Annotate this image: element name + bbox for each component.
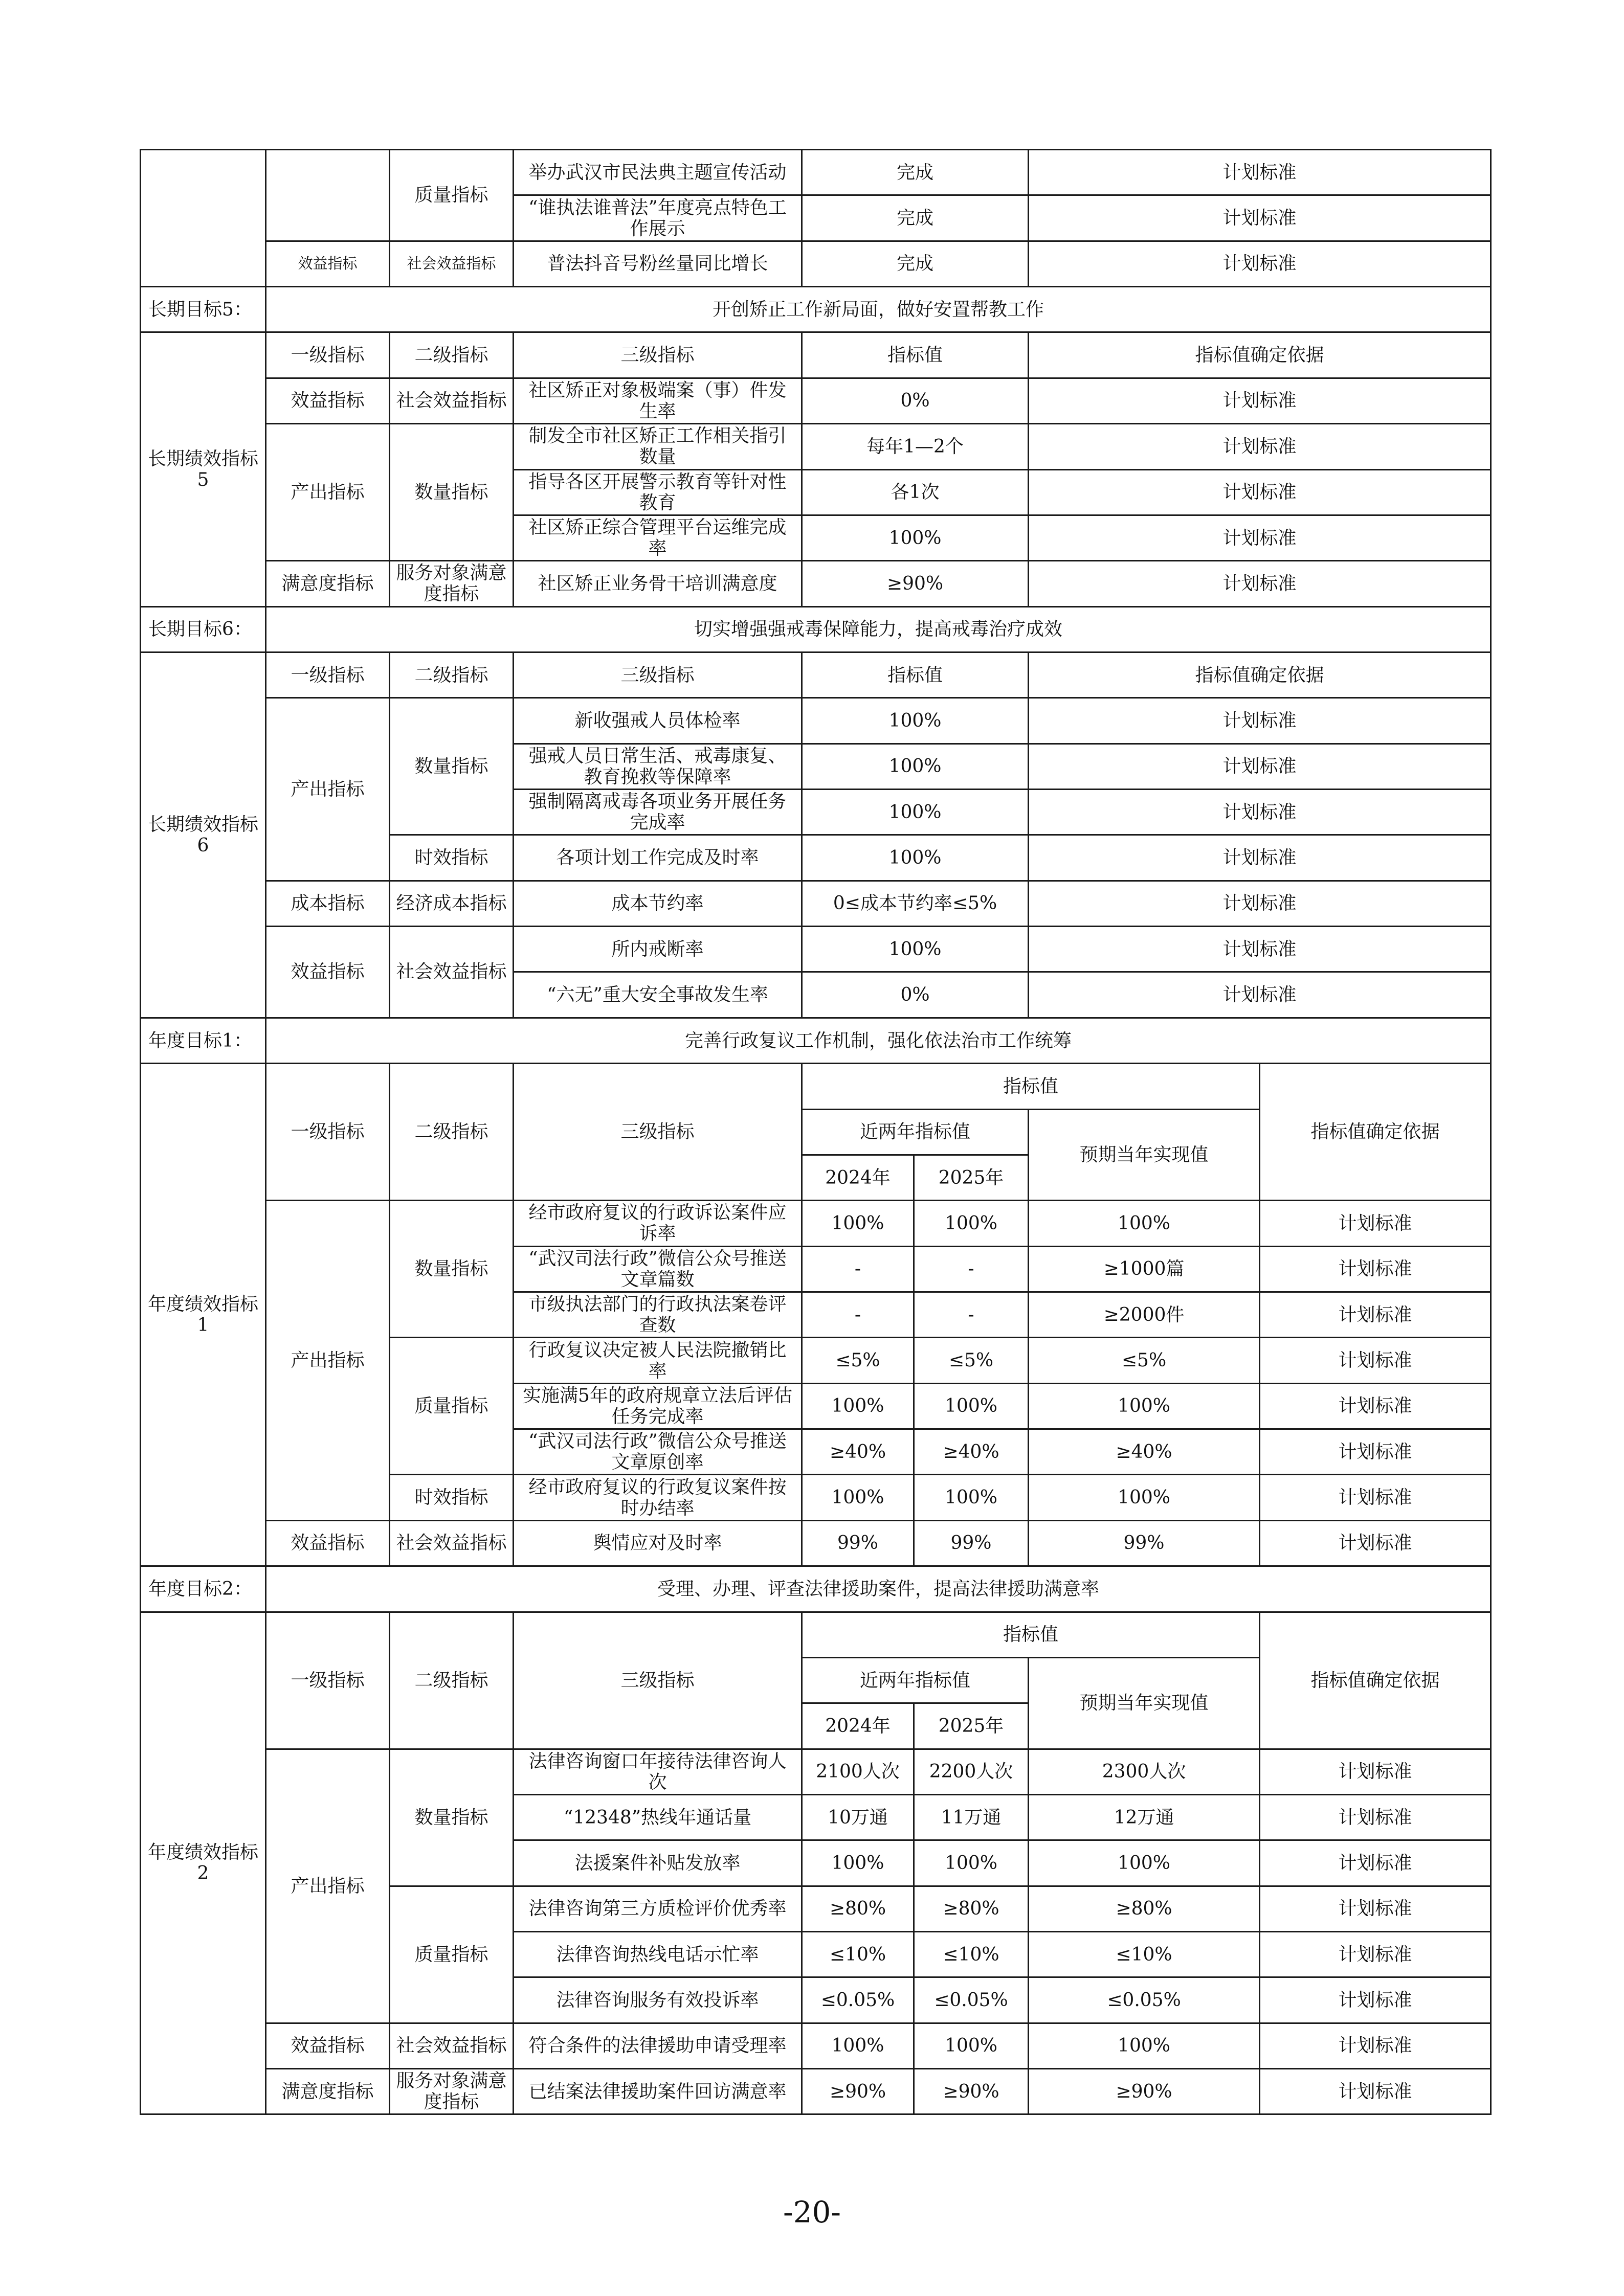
value-2024-cell: ≤5% [802,1338,914,1383]
value-2025-cell: 100% [914,1475,1029,1520]
level1-cell: 产出指标 [266,1749,390,2023]
basis-cell: 计划标准 [1260,1520,1491,1566]
level3-cell: 社区矫正综合管理平台运维完成率 [514,515,802,560]
value-2024-cell: 99% [802,1520,914,1566]
value-cell: 每年1—2个 [802,424,1029,469]
level3-cell: 行政复议决定被人民法院撤销比率 [514,1338,802,1383]
level3-cell: 法援案件补贴发放率 [514,1840,802,1886]
header-row [141,1064,1491,1109]
indicator-group-label: 年度绩效指标2 [141,1612,266,2114]
page-number: -20- [783,2195,841,2230]
basis-cell: 计划标准 [1029,469,1491,515]
value-cell: 100% [802,515,1029,560]
header-cell: 三级指标 [514,652,802,697]
value-2025-cell: 99% [914,1520,1029,1566]
level3-cell: 法律咨询服务有效投诉率 [514,1977,802,2023]
table-row [141,2069,1491,2114]
level2-cell: 质量指标 [390,1886,514,2023]
expected-value-cell: 2300人次 [1029,1749,1260,1794]
expected-value-cell: 100% [1029,1383,1260,1429]
header-cell: 一级指标 [266,1612,390,1749]
basis-cell: 计划标准 [1029,424,1491,469]
basis-cell: 计划标准 [1029,927,1491,972]
expected-value-cell: 12万通 [1029,1794,1260,1840]
performance-indicator-table [140,149,1492,2115]
goal-row [141,1018,1491,1063]
value-2025-cell: 100% [914,1840,1029,1886]
expected-value-cell: ≤5% [1029,1338,1260,1383]
header-cell: 二级指标 [390,1064,514,1201]
level2-cell: 时效指标 [390,835,514,881]
table-row [141,2023,1491,2068]
level3-cell: 法律咨询第三方质检评价优秀率 [514,1886,802,1931]
value-2025-cell: ≥80% [914,1886,1029,1931]
value-2024-cell: ≥80% [802,1886,914,1931]
basis-cell: 计划标准 [1029,835,1491,881]
header-cell: 2025年 [914,1155,1029,1200]
basis-cell: 计划标准 [1029,698,1491,744]
level3-cell: 符合条件的法律援助申请受理率 [514,2023,802,2068]
level3-cell: “武汉司法行政”微信公众号推送文章原创率 [514,1429,802,1475]
basis-cell: 计划标准 [1260,1383,1491,1429]
goal-text-cell: 受理、办理、评查法律援助案件，提高法律援助满意率 [266,1566,1491,1612]
goal-text-cell: 切实增强强戒毒保障能力，提高戒毒治疗成效 [266,606,1491,652]
value-cell: 完成 [802,150,1029,195]
level2-cell: 服务对象满意度指标 [390,561,514,606]
value-2024-cell: 100% [802,1201,914,1246]
value-cell: 完成 [802,241,1029,286]
value-2024-cell: 100% [802,1475,914,1520]
value-2024-cell: - [802,1246,914,1292]
value-2025-cell: 100% [914,1201,1029,1246]
header-cell: 指标值确定依据 [1029,332,1491,378]
header-cell: 近两年指标值 [802,1109,1029,1155]
table-row [141,150,1491,195]
expected-value-cell: ≥90% [1029,2069,1260,2114]
basis-cell: 计划标准 [1260,1840,1491,1886]
level2-cell: 质量指标 [390,1338,514,1475]
basis-cell: 计划标准 [1260,1977,1491,2023]
header-cell: 一级指标 [266,1064,390,1201]
header-cell: 指标值确定依据 [1029,652,1491,697]
value-cell: 0% [802,378,1029,423]
empty-cell [141,150,266,287]
basis-cell: 计划标准 [1260,1429,1491,1475]
value-cell: 100% [802,835,1029,881]
value-2025-cell: 2200人次 [914,1749,1029,1794]
level3-cell: 经市政府复议的行政复议案件按时办结率 [514,1475,802,1520]
level3-cell: 普法抖音号粉丝量同比增长 [514,241,802,286]
level2-cell: 时效指标 [390,1475,514,1520]
table-row [141,561,1491,606]
level1-cell: 效益指标 [266,241,390,286]
empty-cell [266,150,390,241]
table-row [141,1749,1491,1794]
level3-cell: 强戒人员日常生活、戒毒康复、教育挽救等保障率 [514,744,802,789]
goal-row [141,287,1491,332]
level3-cell: “武汉司法行政”微信公众号推送文章篇数 [514,1246,802,1292]
basis-cell: 计划标准 [1029,790,1491,835]
table-row [141,1520,1491,1566]
level3-cell: 法律咨询热线电话示忙率 [514,1932,802,1977]
header-cell: 二级指标 [390,1612,514,1749]
basis-cell: 计划标准 [1260,1886,1491,1931]
level2-cell: 社会效益指标 [390,927,514,1018]
value-cell: 0% [802,972,1029,1018]
level2-cell: 数量指标 [390,424,514,561]
expected-value-cell: 99% [1029,1520,1260,1566]
header-cell: 三级指标 [514,1064,802,1201]
value-2024-cell: 2100人次 [802,1749,914,1794]
level3-cell: 社区矫正对象极端案（事）件发生率 [514,378,802,423]
level2-cell: 社会效益指标 [390,378,514,423]
header-cell: 一级指标 [266,332,390,378]
header-cell: 二级指标 [390,332,514,378]
expected-value-cell: 100% [1029,1475,1260,1520]
level1-cell: 效益指标 [266,2023,390,2068]
level3-cell: 经市政府复议的行政诉讼案件应诉率 [514,1201,802,1246]
level1-cell: 满意度指标 [266,561,390,606]
header-row [141,1612,1491,1657]
indicator-group-label: 长期绩效指标5 [141,332,266,606]
level3-cell: 已结案法律援助案件回访满意率 [514,2069,802,2114]
value-cell: 100% [802,698,1029,744]
level2-cell: 服务对象满意度指标 [390,2069,514,2114]
basis-cell: 计划标准 [1260,1932,1491,1977]
header-cell: 预期当年实现值 [1029,1657,1260,1749]
header-cell: 一级指标 [266,652,390,697]
header-cell: 指标值 [802,652,1029,697]
expected-value-cell: ≤10% [1029,1932,1260,1977]
expected-value-cell: ≥2000件 [1029,1292,1260,1337]
header-cell: 预期当年实现值 [1029,1109,1260,1201]
level3-cell: 市级执法部门的行政执法案卷评查数 [514,1292,802,1337]
level1-cell: 效益指标 [266,1520,390,1566]
level3-cell: 所内戒断率 [514,927,802,972]
basis-cell: 计划标准 [1260,1338,1491,1383]
goal-label-cell: 年度目标2： [141,1566,266,1612]
value-2024-cell: 100% [802,1840,914,1886]
level2-cell: 数量指标 [390,1749,514,1886]
goal-row [141,1566,1491,1612]
table-row [141,1201,1491,1246]
goal-label-cell: 长期目标6： [141,606,266,652]
header-cell: 指标值 [802,332,1029,378]
level3-cell: 各项计划工作完成及时率 [514,835,802,881]
value-2024-cell: ≤10% [802,1932,914,1977]
value-2024-cell: 100% [802,1383,914,1429]
level1-cell: 满意度指标 [266,2069,390,2114]
basis-cell: 计划标准 [1029,378,1491,423]
level1-cell: 产出指标 [266,424,390,561]
value-2024-cell: 100% [802,2023,914,2068]
value-cell: 0≤成本节约率≤5% [802,881,1029,926]
basis-cell: 计划标准 [1260,1201,1491,1246]
value-2025-cell: ≤5% [914,1338,1029,1383]
level2-cell: 经济成本指标 [390,881,514,926]
indicator-group-label: 长期绩效指标6 [141,652,266,1018]
level1-cell: 产出指标 [266,1201,390,1521]
basis-cell: 计划标准 [1029,744,1491,789]
level3-cell: 制发全市社区矫正工作相关指引数量 [514,424,802,469]
header-cell: 2024年 [802,1155,914,1200]
level2-cell: 质量指标 [390,150,514,241]
value-cell: 完成 [802,195,1029,241]
expected-value-cell: ≤0.05% [1029,1977,1260,2023]
expected-value-cell: 100% [1029,1201,1260,1246]
level3-cell: 新收强戒人员体检率 [514,698,802,744]
goal-text-cell: 完善行政复议工作机制，强化依法治市工作统筹 [266,1018,1491,1063]
level1-cell: 效益指标 [266,927,390,1018]
value-cell: 100% [802,790,1029,835]
header-cell: 三级指标 [514,1612,802,1749]
basis-cell: 计划标准 [1260,1475,1491,1520]
level2-cell: 数量指标 [390,1201,514,1338]
level3-cell: 法律咨询窗口年接待法律咨询人次 [514,1749,802,1794]
header-row [141,332,1491,378]
basis-cell: 计划标准 [1029,150,1491,195]
expected-value-cell: 100% [1029,2023,1260,2068]
level1-cell: 产出指标 [266,698,390,881]
value-cell: ≥90% [802,561,1029,606]
table-row [141,241,1491,286]
goal-label-cell: 长期目标5： [141,287,266,332]
basis-cell: 计划标准 [1029,972,1491,1018]
basis-cell: 计划标准 [1260,1246,1491,1292]
table-row [141,698,1491,744]
basis-cell: 计划标准 [1029,195,1491,241]
basis-cell: 计划标准 [1260,2069,1491,2114]
value-2025-cell: - [914,1292,1029,1337]
value-2025-cell: ≤0.05% [914,1977,1029,2023]
level2-cell: 社会效益指标 [390,1520,514,1566]
header-cell: 指标值确定依据 [1260,1064,1491,1201]
level3-cell: “12348”热线年通话量 [514,1794,802,1840]
value-2025-cell: ≥40% [914,1429,1029,1475]
value-2025-cell: ≤10% [914,1932,1029,1977]
value-2025-cell: 100% [914,1383,1029,1429]
table-row [141,424,1491,469]
level3-cell: 强制隔离戒毒各项业务开展任务完成率 [514,790,802,835]
header-cell: 指标值 [802,1064,1260,1109]
indicator-group-label: 年度绩效指标1 [141,1064,266,1566]
value-2024-cell: ≥90% [802,2069,914,2114]
value-2025-cell: ≥90% [914,2069,1029,2114]
level2-cell: 社会效益指标 [390,2023,514,2068]
header-cell: 三级指标 [514,332,802,378]
header-cell: 指标值 [802,1612,1260,1657]
value-2024-cell: ≤0.05% [802,1977,914,2023]
value-2025-cell: 11万通 [914,1794,1029,1840]
expected-value-cell: ≥1000篇 [1029,1246,1260,1292]
value-2024-cell: 10万通 [802,1794,914,1840]
header-cell: 指标值确定依据 [1260,1612,1491,1749]
expected-value-cell: ≥40% [1029,1429,1260,1475]
level2-cell: 数量指标 [390,698,514,835]
value-2025-cell: 100% [914,2023,1029,2068]
value-2024-cell: - [802,1292,914,1337]
value-2025-cell: - [914,1246,1029,1292]
level3-cell: 舆情应对及时率 [514,1520,802,1566]
goal-text-cell: 开创矫正工作新局面，做好安置帮教工作 [266,287,1491,332]
header-cell: 2024年 [802,1703,914,1749]
level3-cell: 指导各区开展警示教育等针对性教育 [514,469,802,515]
expected-value-cell: ≥80% [1029,1886,1260,1931]
basis-cell: 计划标准 [1029,241,1491,286]
value-cell: 各1次 [802,469,1029,515]
header-cell: 近两年指标值 [802,1657,1029,1703]
level3-cell: 实施满5年的政府规章立法后评估任务完成率 [514,1383,802,1429]
basis-cell: 计划标准 [1029,881,1491,926]
header-cell: 二级指标 [390,652,514,697]
basis-cell: 计划标准 [1260,2023,1491,2068]
basis-cell: 计划标准 [1260,1292,1491,1337]
level3-cell: “六无”重大安全事故发生率 [514,972,802,1018]
value-cell: 100% [802,927,1029,972]
table-row [141,881,1491,926]
expected-value-cell: 100% [1029,1840,1260,1886]
level3-cell: 社区矫正业务骨干培训满意度 [514,561,802,606]
basis-cell: 计划标准 [1260,1749,1491,1794]
value-cell: 100% [802,744,1029,789]
header-row [141,652,1491,697]
table-row [141,927,1491,972]
level1-cell: 成本指标 [266,881,390,926]
level3-cell: 成本节约率 [514,881,802,926]
header-cell: 2025年 [914,1703,1029,1749]
level3-cell: 举办武汉市民法典主题宣传活动 [514,150,802,195]
level3-cell: “谁执法谁普法”年度亮点特色工作展示 [514,195,802,241]
basis-cell: 计划标准 [1029,515,1491,560]
goal-row [141,606,1491,652]
table-row [141,378,1491,423]
level1-cell: 效益指标 [266,378,390,423]
goal-label-cell: 年度目标1： [141,1018,266,1063]
value-2024-cell: ≥40% [802,1429,914,1475]
level2-cell: 社会效益指标 [390,241,514,286]
basis-cell: 计划标准 [1260,1794,1491,1840]
basis-cell: 计划标准 [1029,561,1491,606]
